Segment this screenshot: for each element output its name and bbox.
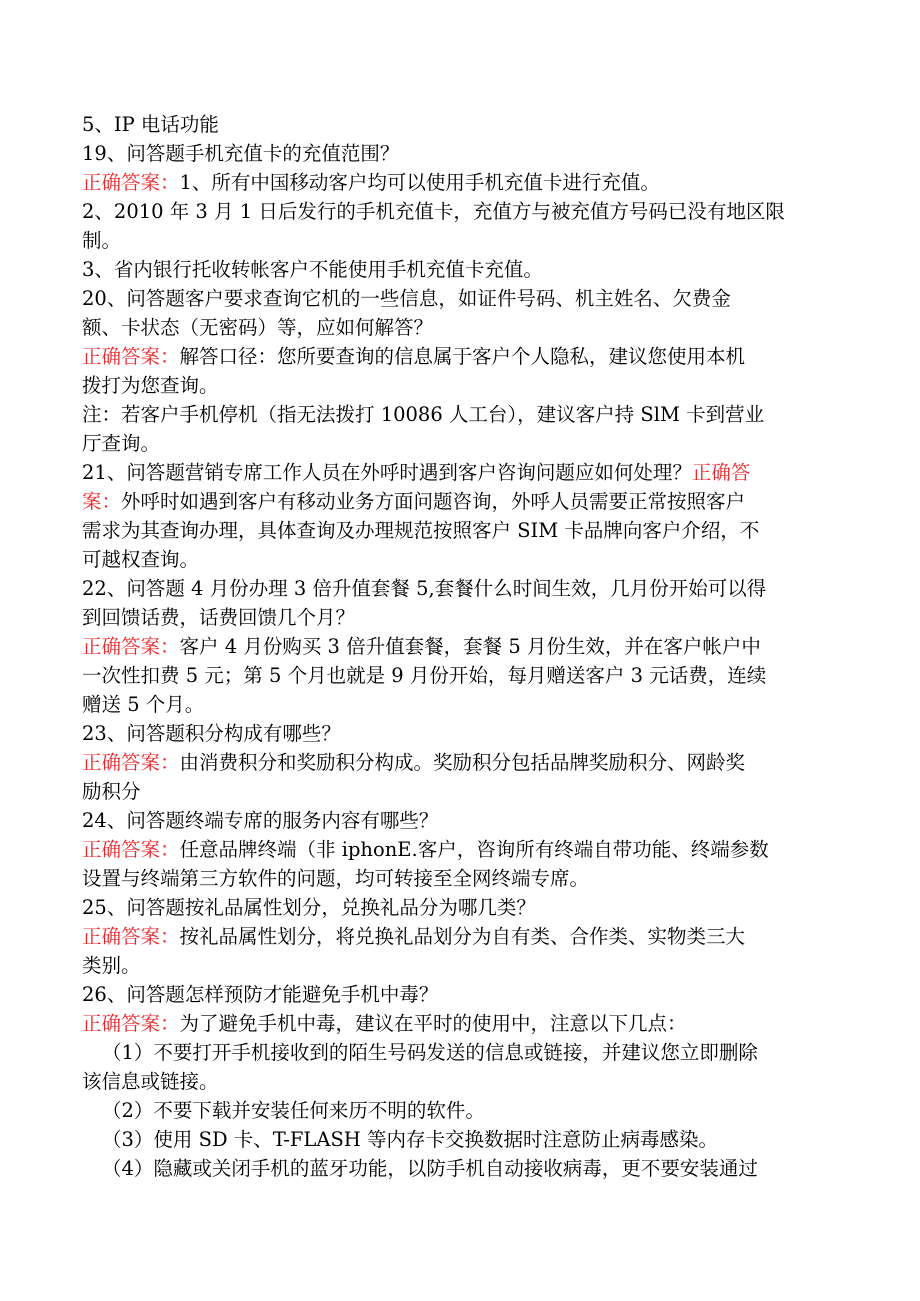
text-line: 该信息或链接。 bbox=[82, 1070, 219, 1093]
answer-label: 正确答案： bbox=[82, 838, 180, 861]
question-text: 21、问答题营销专席工作人员在外呼时遇到客户咨询问题应如何处理？ bbox=[82, 461, 692, 484]
text-line: 5、IP 电话功能 bbox=[82, 113, 219, 136]
answer-text: 解答口径：您所要查询的信息属于客户个人隐私，建议您使用本机 bbox=[179, 345, 746, 368]
answer-text: 客户 4 月份购买 3 倍升值套餐，套餐 5 月份生效，并在客户帐户中 bbox=[179, 635, 761, 658]
list-item: （2）不要下载并安装任何来历不明的软件。 bbox=[102, 1099, 485, 1122]
text-line: 类别。 bbox=[82, 954, 141, 977]
text-line: 注：若客户手机停机（指无法拨打 10086 人工台），建议客户持 SlM 卡到营业 bbox=[82, 403, 765, 426]
answer-text: 由消费积分和奖励积分构成。奖励积分包括品牌奖励积分、网龄奖 bbox=[179, 751, 746, 774]
text-line: 励积分 bbox=[82, 780, 141, 803]
text-line: 需求为其查询办理，具体查询及办理规范按照客户 SIM 卡品牌向客户介绍，不 bbox=[82, 519, 760, 542]
document-page bbox=[82, 110, 842, 1183]
question-line: 19、问答题手机充值卡的充值范围？ bbox=[82, 142, 400, 165]
question-line: 20、问答题客户要求查询它机的一些信息，如证件号码、机主姓名、欠费金 bbox=[82, 287, 731, 310]
question-line: 到回馈话费，话费回馈几个月？ bbox=[82, 606, 356, 629]
answer-label: 正确答案： bbox=[82, 345, 180, 368]
text-line: 3、省内银行托收转帐客户不能使用手机充值卡充值。 bbox=[82, 258, 543, 281]
answer-label: 案： bbox=[82, 490, 122, 513]
answer-line bbox=[82, 835, 842, 864]
question-line: 25、问答题按礼品属性划分，兑换礼品分为哪几类？ bbox=[82, 896, 536, 919]
question-line bbox=[82, 458, 842, 487]
answer-line bbox=[82, 922, 842, 951]
list-item: （3）使用 SD 卡、T-FLASH 等内存卡交换数据时注意防止病毒感染。 bbox=[102, 1128, 719, 1151]
question-line: 24、问答题终端专席的服务内容有哪些？ bbox=[82, 809, 439, 832]
answer-label: 正确答案： bbox=[82, 925, 180, 948]
text-line: 厅查询。 bbox=[82, 432, 161, 455]
answer-line bbox=[82, 342, 842, 371]
text-line: 可越权查询。 bbox=[82, 548, 200, 571]
text-line: 一次性扣费 5 元；第 5 个月也就是 9 月份开始，每月赠送客户 3 元话费，连续 bbox=[82, 664, 767, 687]
question-line: 23、问答题积分构成有哪些？ bbox=[82, 722, 341, 745]
answer-text: 为了避免手机中毒，建议在平时的使用中，注意以下几点： bbox=[179, 1012, 687, 1035]
answer-text: 任意品牌终端（非 iphonE.客户，咨询所有终端自带功能、终端参数 bbox=[179, 838, 769, 861]
answer-line bbox=[82, 1009, 842, 1038]
question-line: 26、问答题怎样预防才能避免手机中毒？ bbox=[82, 983, 439, 1006]
answer-label: 正确答 bbox=[691, 461, 751, 484]
answer-text: 外呼时如遇到客户有移动业务方面问题咨询，外呼人员需要正常按照客户 bbox=[121, 490, 746, 513]
answer-label: 正确答案： bbox=[82, 171, 180, 194]
text-line: 赠送 5 个月。 bbox=[82, 693, 205, 716]
answer-text: 按礼品属性划分，将兑换礼品划分为自有类、合作类、实物类三大 bbox=[179, 925, 746, 948]
answer-label: 正确答案： bbox=[82, 1012, 180, 1035]
question-line: 22、问答题 4 月份办理 3 倍升值套餐 5,套餐什么时间生效，几月份开始可以得 bbox=[82, 577, 767, 600]
answer-line bbox=[82, 748, 842, 777]
answer-label: 正确答案： bbox=[82, 635, 180, 658]
answer-text: 1、所有中国移动客户均可以使用手机充值卡进行充值。 bbox=[179, 171, 660, 194]
answer-line bbox=[82, 168, 842, 197]
list-item: （4）隐藏或关闭手机的蓝牙功能，以防手机自动接收病毒，更不要安装通过 bbox=[102, 1157, 758, 1180]
text-line: 设置与终端第三方软件的问题，均可转接至全网终端专席。 bbox=[82, 867, 590, 890]
answer-line bbox=[82, 632, 842, 661]
answer-line bbox=[82, 487, 842, 516]
text-line: 制。 bbox=[82, 229, 122, 252]
text-line: 拨打为您查询。 bbox=[82, 374, 219, 397]
answer-label: 正确答案： bbox=[82, 751, 180, 774]
text-line: 2、2010 年 3 月 1 日后发行的手机充值卡，充值方与被充值方号码已没有地区限 bbox=[82, 200, 785, 223]
question-line: 额、卡状态（无密码）等，应如何解答？ bbox=[82, 316, 434, 339]
list-item: （1）不要打开手机接收到的陌生号码发送的信息或链接，并建议您立即删除 bbox=[102, 1041, 758, 1064]
